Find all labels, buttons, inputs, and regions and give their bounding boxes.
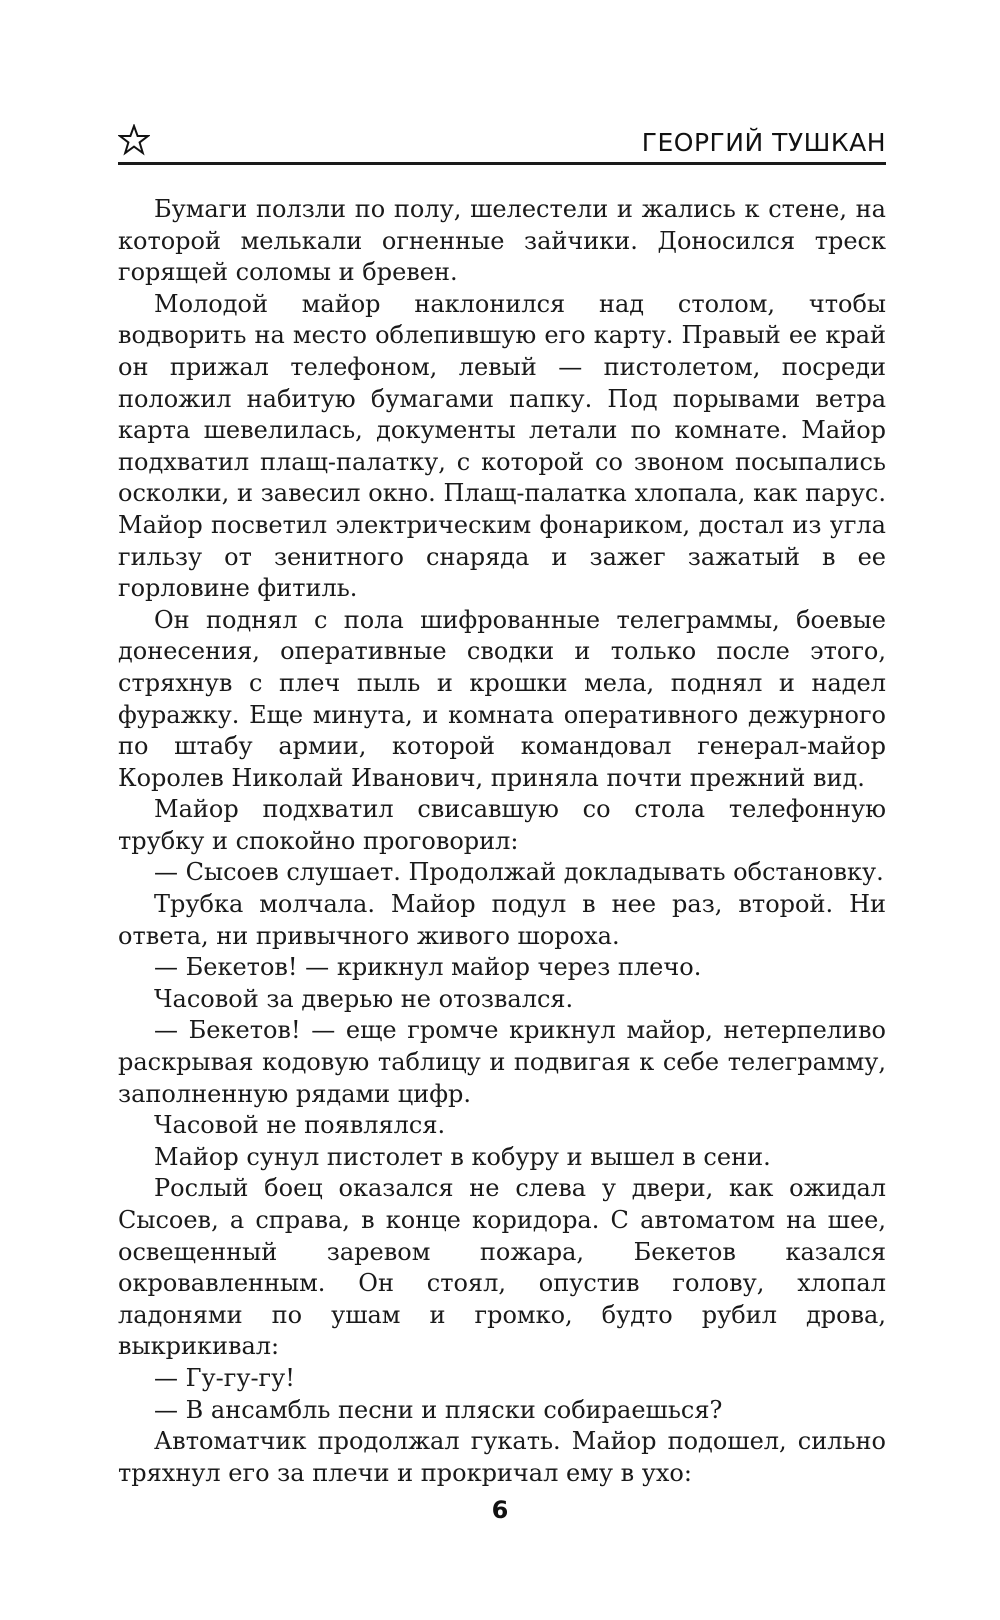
paragraph: Он поднял с пола шифрованные телеграммы, боевые донесения, оперативные сводки и только после этого, стряхнув с плеч пыль и крошки мела, поднял и надел фуражку. Еще минута, и комната оперативного дежурного по штабу армии, которой командовал генерал-майор Королев Николай Иванович, приняла почти прежний вид. xyxy=(118,605,886,792)
paragraph: Молодой майор наклонился над столом, чтобы водворить на место облепившую его карту. Правый ее край он прижал телефоном, левый — пистолетом, посреди положил набитую бумагами папку. Под порывами ветра карта шевелилась, документы летали по комнате. Майор подхватил плащ-палатку, с которой со звоном посыпались осколки, и завесил окно. Плащ-палатка хлопала, как парус. Майор посветил электрическим фонариком, достал из угла гильзу от зенитного снаряда и зажег зажатый в ее горловине фитиль. xyxy=(118,289,886,603)
running-header xyxy=(118,118,886,166)
paragraph: — Бекетов! — еще громче крикнул майор, нетерпеливо раскрывая кодовую таблицу и подвигая к себе телеграмму, заполненную рядами цифр. xyxy=(118,1016,886,1108)
header-rule xyxy=(118,162,886,165)
star-outline-icon xyxy=(118,124,150,156)
body-text xyxy=(118,194,886,1489)
paragraph: — Бекетов! — крикнул майор через плечо. xyxy=(154,953,702,982)
paragraph: Трубка молчала. Майор подул в нее раз, второй. Ни ответа, ни привычного живого шороха. xyxy=(118,890,886,950)
paragraph: — В ансамбль песни и пляски собираешься? xyxy=(154,1395,723,1424)
paragraph: Автоматчик продолжал гукать. Майор подошел, сильно тряхнул его за плечи и прокричал ему в ухо: xyxy=(118,1427,886,1487)
paragraph: — Гу-гу-гу! xyxy=(154,1363,295,1392)
paragraph: Майор подхватил свисавшую со стола телефонную трубку и спокойно проговорил: xyxy=(118,795,886,855)
paragraph: — Сысоев слушает. Продолжай докладывать обстановку. xyxy=(154,858,884,887)
paragraph: Майор сунул пистолет в кобуру и вышел в сени. xyxy=(154,1142,771,1171)
author-name: ГЕОРГИЙ ТУШКАН xyxy=(641,128,886,157)
paragraph: Часовой не появлялся. xyxy=(154,1111,446,1140)
paragraph: Рослый боец оказался не слева у двери, как ожидал Сысоев, а справа, в конце коридора. С автоматом на шее, освещенный заревом пожара, Бекетов казался окровавленным. Он стоял, опустив голову, хлопал ладонями по ушам и громко, будто рубил дрова, выкрикивал: xyxy=(118,1174,886,1361)
paragraph: Часовой за дверью не отозвался. xyxy=(154,984,574,1013)
paragraph: Бумаги ползли по полу, шелестели и жались к стене, на которой мелькали огненные зайчики. Доносился треск горящей соломы и бревен. xyxy=(118,195,886,287)
page-number: 6 xyxy=(491,1496,509,1524)
